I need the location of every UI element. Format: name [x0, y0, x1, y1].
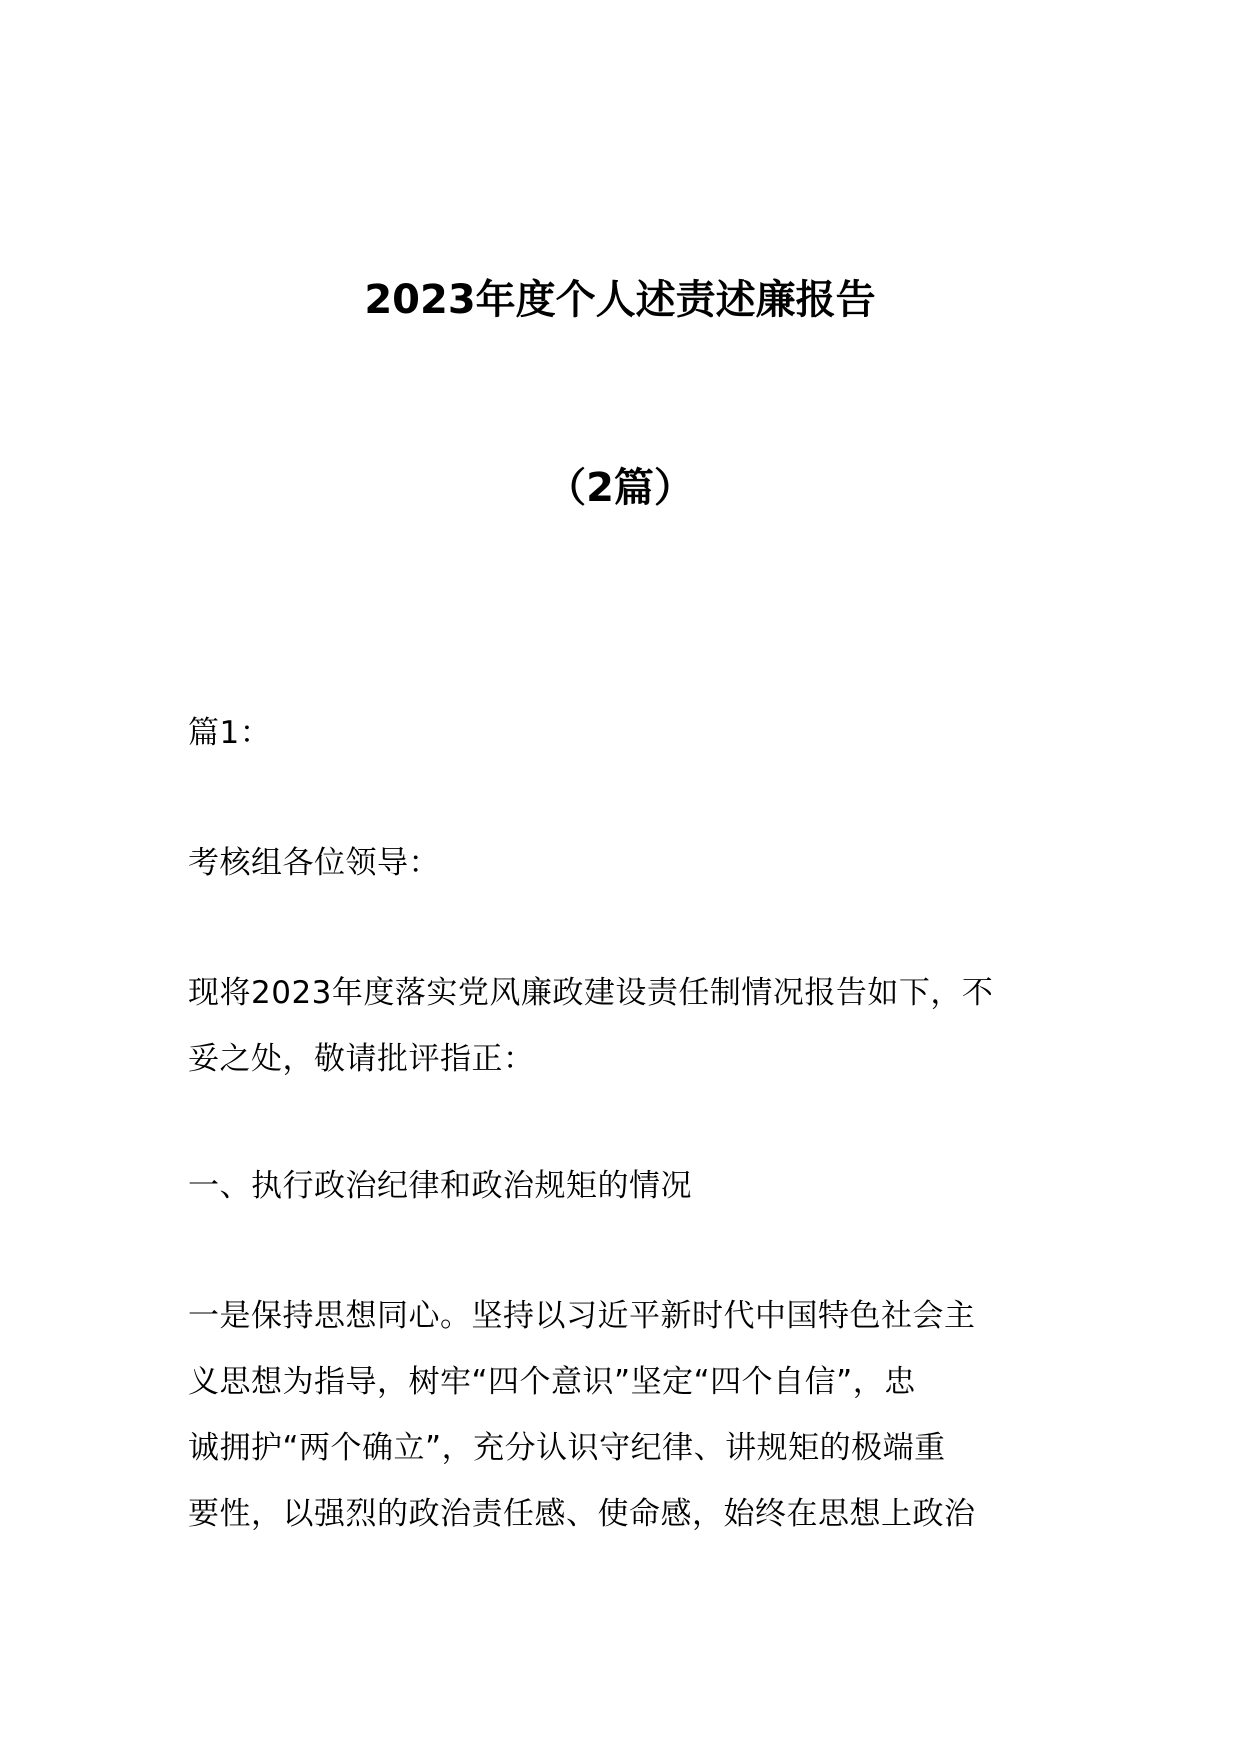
- document-title: 2023年度个人述责述廉报告: [364, 277, 876, 323]
- paragraph-body: [188, 1283, 1056, 1547]
- text-line: 一、执行政治纪律和政治规矩的情况: [188, 1168, 692, 1204]
- section-heading: [188, 1153, 1056, 1219]
- text-line: 诚拥护“两个确立”，充分认识守纪律、讲规矩的极端重: [188, 1430, 946, 1466]
- paragraph-intro: [188, 960, 1056, 1092]
- document-subtitle: （2篇）: [546, 465, 694, 511]
- text-line: 篇1：: [188, 715, 272, 751]
- text-line: 现将2023年度落实党风廉政建设责任制情况报告如下，不: [188, 975, 994, 1011]
- text-line: 考核组各位领导：: [188, 845, 440, 881]
- paragraph-part-label: [188, 700, 1056, 766]
- text-line: 妥之处，敬请批评指正：: [188, 1041, 535, 1077]
- text-line: 要性，以强烈的政治责任感、使命感，始终在思想上政治: [188, 1496, 976, 1532]
- paragraph-salutation: [188, 830, 1056, 896]
- text-line: 义思想为指导，树牢“四个意识”坚定“四个自信”，忠: [188, 1364, 916, 1400]
- text-line: 一是保持思想同心。坚持以习近平新时代中国特色社会主: [188, 1298, 976, 1334]
